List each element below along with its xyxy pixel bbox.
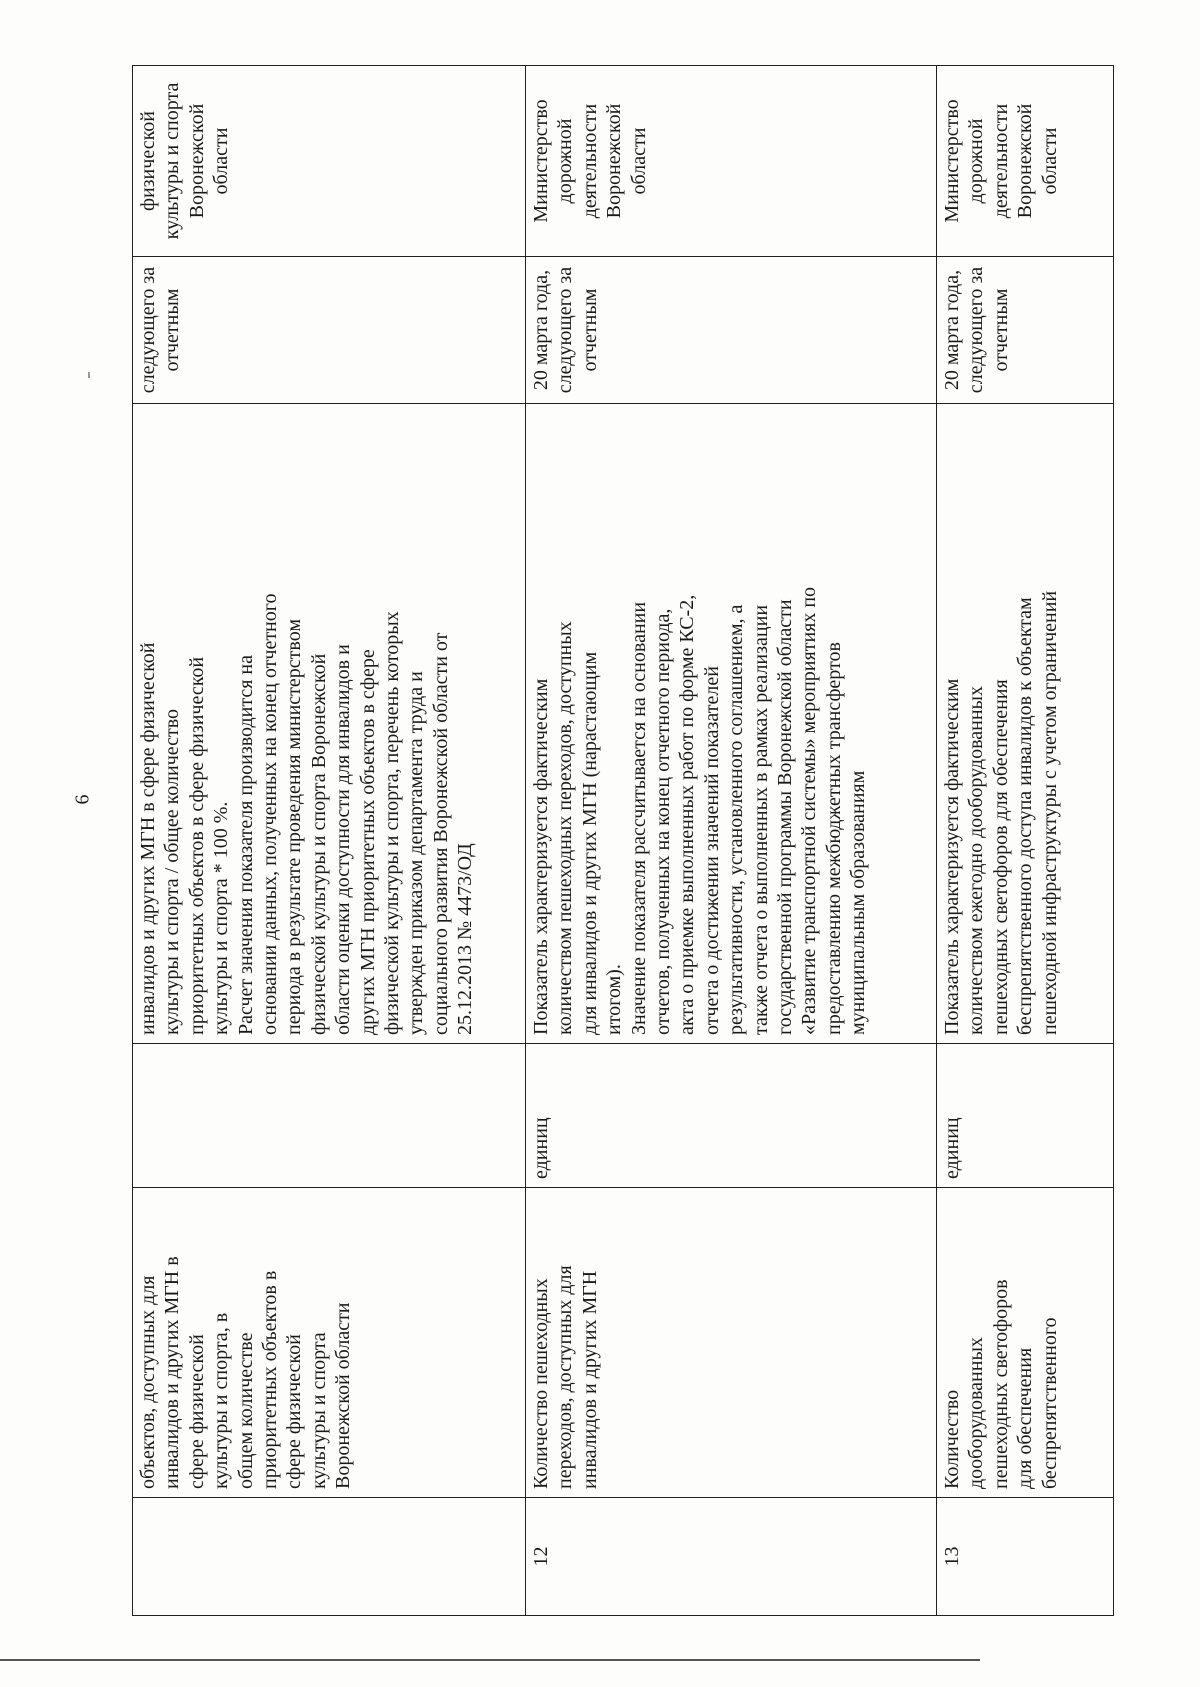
method-line: результативности, установленного соглашением, а	[725, 604, 748, 1035]
method-line: отчета о достижении значений показателей	[700, 666, 723, 1035]
method-line: социального развития Воронежской области от	[429, 632, 452, 1035]
indicator-name-line: сфере физической	[185, 1334, 208, 1489]
method-line: государственной программы Воронежской области	[774, 599, 797, 1035]
deadline-cell	[133, 257, 526, 404]
responsible-line: области	[627, 127, 650, 195]
page-number: 6	[71, 794, 94, 805]
method-cell	[937, 404, 1114, 1044]
responsible-line: Воронежской	[185, 103, 208, 219]
deadline-line: 20 марта года,	[530, 269, 552, 391]
method-line: культуры и спорта / общее количество	[161, 708, 184, 1035]
deadline-cell	[526, 257, 937, 404]
unit-text: единиц	[530, 1117, 552, 1179]
method-line: количеством ежегодно дооборудованных	[965, 686, 988, 1035]
method-line: для инвалидов и других МГН (нарастающим	[578, 651, 601, 1035]
responsible-cell	[937, 66, 1114, 257]
responsible-line: области	[1038, 127, 1061, 195]
indicator-name-line: Количество пешеходных	[530, 1278, 552, 1489]
method-cell	[526, 404, 937, 1044]
row-number-cell	[937, 1498, 1114, 1616]
responsible-line: физической	[137, 111, 159, 211]
method-line: отчетов, полученных на конец отчетного периода,	[652, 608, 675, 1035]
method-line: приоритетных объектов в сфере физической	[185, 656, 208, 1035]
method-line: физической культуры и спорта Воронежской	[307, 653, 330, 1035]
indicator-name-line: Количество	[941, 1389, 963, 1489]
indicator-name-line: культуры и спорта	[307, 1332, 330, 1489]
unit-cell	[526, 1044, 937, 1188]
responsible-line: дорожной	[965, 118, 988, 204]
method-line: Показатель характеризуется фактическим	[941, 678, 963, 1035]
method-line: Расчет значения показателя производится на	[234, 655, 257, 1035]
indicator-name-line: дооборудованных	[965, 1337, 988, 1489]
table-row	[133, 66, 526, 1616]
table-row	[526, 66, 937, 1616]
method-line: 25.12.2013 № 4473/ОД	[454, 843, 477, 1035]
method-cell	[133, 404, 526, 1044]
row-number: 12	[530, 1546, 552, 1567]
method-line: основании данных, полученных на конец отчетного	[259, 593, 282, 1035]
method-line: области оценки доступности для инвалидов и	[332, 644, 355, 1035]
indicator-name-line: объектов, доступных для	[137, 1275, 159, 1489]
responsible-line: деятельности	[578, 103, 601, 219]
indicator-name-line: приоритетных объектов в	[259, 1270, 282, 1489]
method-line: периода в результате проведения министерством	[283, 619, 306, 1035]
row-number-cell	[133, 1498, 526, 1616]
indicator-name-line: для обеспечения	[1014, 1347, 1037, 1489]
indicator-name-line: Воронежской области	[332, 1302, 355, 1489]
deadline-line: следующего за	[965, 266, 988, 394]
method-line: пешеходной инфраструктуры с учетом ограничений	[1038, 590, 1061, 1035]
rotated-table-container	[132, 66, 1092, 1616]
indicator-name-line: переходов, доступных для	[554, 1265, 577, 1489]
indicator-table	[132, 65, 1114, 1616]
method-line: беспрепятственного доступа инвалидов к объектам	[1014, 597, 1037, 1035]
method-line: физической культуры и спорта, перечень которых	[381, 611, 404, 1035]
deadline-line: отчетным	[989, 288, 1012, 372]
table-row	[937, 66, 1114, 1616]
method-line: муниципальным образованиям	[847, 770, 870, 1035]
responsible-line: деятельности	[989, 103, 1012, 219]
deadline-line: следующего за	[137, 266, 159, 394]
responsible-line: культуры и спорта	[161, 82, 184, 240]
method-line: культуры и спорта * 100 %.	[210, 801, 233, 1035]
indicator-name-line: общем количестве	[234, 1332, 257, 1489]
unit-cell	[133, 1044, 526, 1188]
indicator-name-cell	[526, 1188, 937, 1498]
indicator-name-line: инвалидов и других МГН в	[161, 1256, 184, 1489]
responsible-cell	[526, 66, 937, 257]
method-line: также отчета о выполненных в рамках реализации	[749, 604, 772, 1035]
indicator-name-line: инвалидов и других МГН	[578, 1270, 601, 1489]
method-line: инвалидов и других МГН в сфере физической	[137, 642, 159, 1035]
indicator-name-line: сфере физической	[283, 1334, 306, 1489]
unit-text: единиц	[941, 1117, 963, 1179]
responsible-line: Министерство	[941, 99, 963, 223]
indicator-name-cell	[937, 1188, 1114, 1498]
method-line: акта о приемке выполненных работ по форме КС-2,	[676, 594, 699, 1035]
row-number: 13	[941, 1546, 963, 1567]
row-number-cell	[526, 1498, 937, 1616]
indicator-name-cell	[133, 1188, 526, 1498]
responsible-line: Воронежской	[1014, 103, 1037, 219]
deadline-line: отчетным	[161, 288, 184, 372]
method-line: Показатель характеризуется фактическим	[530, 678, 552, 1035]
responsible-line: дорожной	[554, 118, 577, 204]
method-line: количеством пешеходных переходов, доступных	[554, 621, 577, 1035]
responsible-line: Министерство	[530, 99, 552, 223]
responsible-line: Воронежской	[603, 103, 626, 219]
method-line: других МГН приоритетных объектов в сфере	[356, 649, 379, 1035]
method-line: предоставлению межбюджетных трансфертов	[822, 642, 845, 1035]
unit-cell	[937, 1044, 1114, 1188]
indicator-name-line: культуры и спорта, в	[210, 1312, 233, 1489]
method-line: «Развитие транспортной системы» мероприятиях по	[798, 586, 821, 1035]
method-line: пешеходных светофоров для обеспечения	[989, 679, 1012, 1035]
deadline-line: следующего за	[554, 266, 577, 394]
bottom-rule	[0, 1659, 980, 1661]
deadline-line: отчетным	[578, 288, 601, 372]
method-line: итогом).	[603, 964, 626, 1035]
method-line: утвержден приказом департамента труда и	[405, 671, 428, 1035]
deadline-cell	[937, 257, 1114, 404]
indicator-name-line: беспрепятственного	[1038, 1317, 1061, 1489]
indicator-name-line: пешеходных светофоров	[989, 1279, 1012, 1489]
responsible-cell	[133, 66, 526, 257]
deadline-line: 20 марта года,	[941, 269, 963, 391]
scan-speck	[88, 372, 90, 378]
method-line: Значение показателя рассчитывается на основании	[627, 601, 650, 1035]
responsible-line: области	[210, 127, 233, 195]
